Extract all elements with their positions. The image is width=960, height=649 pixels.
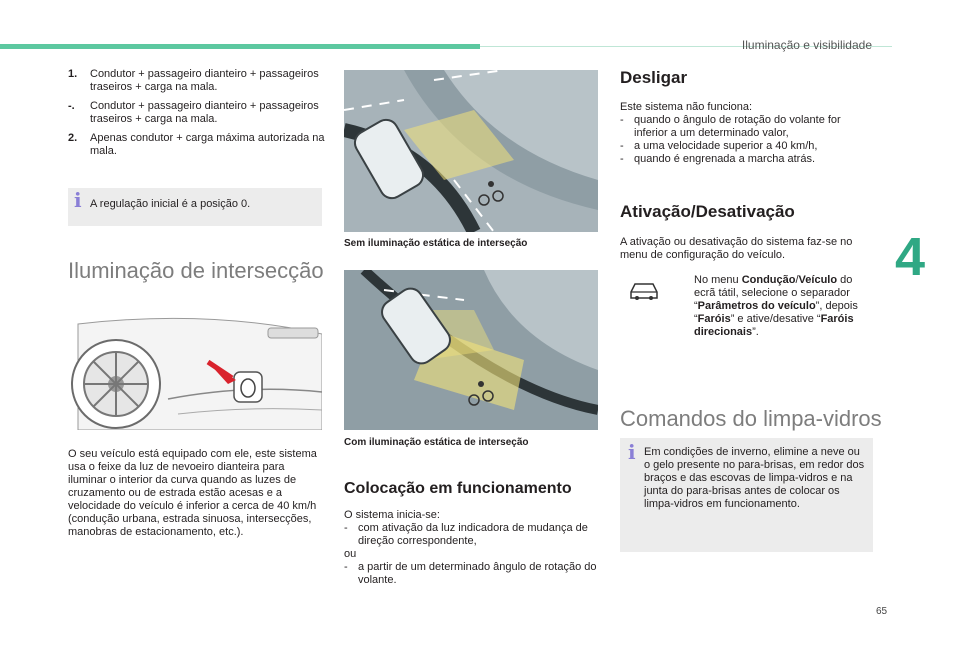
page-header-title: Iluminação e visibilidade xyxy=(741,38,872,52)
section-title-comandos: Comandos do limpa-vidros xyxy=(620,406,882,431)
info-box-initial-setting xyxy=(68,188,322,226)
list-item: - a uma velocidade superior a 40 km/h, xyxy=(620,140,818,152)
list-item: - quando o ângulo de rotação do volante for inferior a um determinado valor, xyxy=(620,114,872,140)
info-box-winter xyxy=(620,438,873,552)
step-part: do ecrã tátil, selecione o separador “ xyxy=(694,274,853,312)
list-item: - com ativação da luz indicadora de mudança de direção correspondente, xyxy=(344,522,602,548)
section-title-intersection-lighting: Iluminação de intersecção xyxy=(68,258,324,283)
item-number: 1. xyxy=(68,68,78,80)
list-item: - a partir de um determinado ângulo de rotação do volante. xyxy=(344,561,602,587)
header-accent-bar xyxy=(0,44,480,49)
step-part: ”. xyxy=(752,326,759,338)
step-part: / xyxy=(795,274,799,286)
list-item xyxy=(68,132,326,158)
intersection-lighting-description: O seu veículo está equipado com ele, este sistema usa o feixe da luz de nevoeiro dianteira para iluminar o interior da curva quando as luzes de cruzamento ou de estrada estão acesas e a velocidade do veículo é inferior a cerca de 40 km/h (condução urbana, estrada sinuosa, intersecções, manobras de estacionamento, etc.). xyxy=(68,448,317,538)
step-part: ” e ative/desative “ xyxy=(730,313,821,325)
step-text xyxy=(676,274,872,339)
section-title-desligar: Desligar xyxy=(620,68,688,87)
chapter-number: 4 xyxy=(895,227,926,287)
item-number: -. xyxy=(68,100,75,112)
item-text: quando o ângulo de rotação do volante for inferior a um determinado valor, xyxy=(634,114,841,139)
settings-step xyxy=(676,274,872,339)
item-text: a partir de um determinado ângulo de rotação do volante. xyxy=(358,561,597,586)
menu-name-veiculo: Veículo xyxy=(798,274,838,286)
step-part: ”, depois “ xyxy=(694,300,858,325)
photo-caption-with: Com iluminação estática de interseção xyxy=(344,437,529,448)
conditions-intro: O sistema inicia-se: xyxy=(344,509,440,521)
conditions-intro: Este sistema não funciona: xyxy=(620,101,753,113)
car-icon xyxy=(628,280,660,302)
item-number: 2. xyxy=(68,132,78,144)
step-part: No menu xyxy=(694,274,742,286)
activation-conditions xyxy=(344,509,602,587)
load-list xyxy=(68,68,326,164)
photo-caption-without: Sem iluminação estática de interseção xyxy=(344,238,528,249)
or-text: ou xyxy=(344,548,357,560)
diagram-with-static-lighting xyxy=(344,270,598,430)
menu-name-conducao: Condução xyxy=(741,274,796,286)
list-item xyxy=(68,68,326,94)
page-number: 65 xyxy=(876,606,888,617)
section-title-ativacao: Ativação/Desativação xyxy=(620,202,795,221)
option-name-farois: Faróis xyxy=(697,313,731,325)
car-front-fog-light-photo xyxy=(68,314,322,430)
option-name-farois-direcionais: Faróis direcionais xyxy=(694,313,854,338)
list-item xyxy=(68,100,326,126)
item-text: Condutor + passageiro dianteiro + passageiros traseiros + carga na mala. xyxy=(90,100,319,125)
info-text: A regulação inicial é a posição 0. xyxy=(90,198,251,210)
list-item: - quando é engrenada a marcha atrás. xyxy=(620,153,816,165)
info-icon: i xyxy=(628,440,636,464)
info-text: Em condições de inverno, elimine a neve ou o gelo presente no para-brisas, em redor dos braços e das escovas de limpa-vidros e na junta do para-brisas antes de colocar os limpa-vidros em funcionamento. xyxy=(644,446,865,510)
ativacao-description: A ativação ou desativação do sistema faz-se no menu de configuração do veículo. xyxy=(620,236,853,261)
deactivation-conditions xyxy=(620,101,872,166)
tab-name-parametros: Parâmetros do veículo xyxy=(697,300,816,312)
info-icon: i xyxy=(74,188,82,212)
section-title-activation: Colocação em funcionamento xyxy=(344,480,572,497)
item-text: a uma velocidade superior a 40 km/h, xyxy=(634,140,818,152)
diagram-without-static-lighting xyxy=(344,70,598,232)
item-text: com ativação da luz indicadora de mudança de direção correspondente, xyxy=(358,522,588,547)
item-text: Condutor + passageiro dianteiro + passageiros traseiros + carga na mala. xyxy=(90,68,319,93)
item-text: quando é engrenada a marcha atrás. xyxy=(634,153,816,165)
item-text: Apenas condutor + carga máxima autorizada na mala. xyxy=(90,132,325,157)
